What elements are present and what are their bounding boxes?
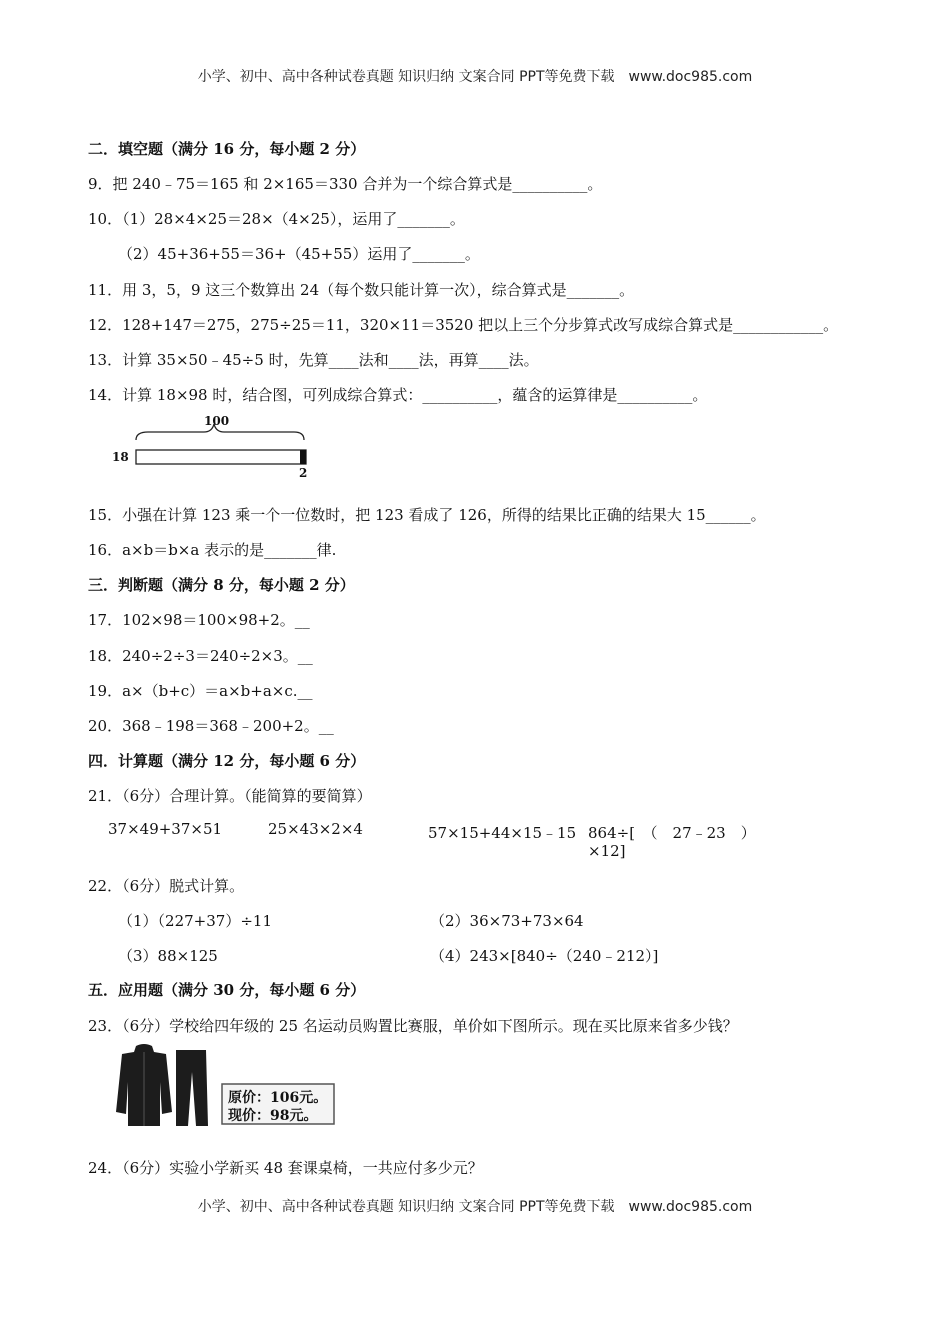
question-20: 20．368﹣198＝368﹣200+2。__: [88, 717, 334, 735]
question-21-item-a: 37×49+37×51: [108, 820, 223, 838]
question-15: 15．小强在计算 123 乘一个一位数时，把 123 看成了 126，所得的结果比正确的结果大 15______。: [88, 506, 766, 524]
question-21-item-d-line2: ×12]: [588, 842, 626, 860]
q23-current-price: 现价：98元。: [228, 1108, 318, 1124]
page-header: 小学、初中、高中各种试卷真题 知识归纳 文案合同 PPT等免费下载 www.doc985.com: [197, 69, 753, 85]
question-13: 13．计算 35×50﹣45÷5 时，先算____法和____法，再算____法。: [88, 351, 539, 369]
question-21: 21．（6分）合理计算。（能简算的要简算）: [88, 787, 372, 805]
q14-label-18: 18: [112, 450, 129, 464]
question-23: 23．（6分）学校给四年级的 25 名运动员购置比赛服，单价如下图所示。现在买比原来省多少钱？: [88, 1017, 738, 1035]
question-14: 14．计算 18×98 时，结合图，可列成综合算式：__________，蕴含的运算律是__________。: [88, 386, 708, 404]
section-fill-blank-title: 二．填空题（满分 16 分，每小题 2 分）: [88, 140, 366, 158]
question-9: 9．把 240﹣75＝165 和 2×165＝330 合并为一个综合算式是__________。: [88, 175, 603, 193]
q14-label-2: 2: [299, 466, 308, 480]
question-17: 17．102×98＝100×98+2。__: [88, 611, 310, 629]
question-24: 24．（6分）实验小学新买 48 套课桌椅，一共应付多少元？: [88, 1159, 483, 1177]
q14-label-100: 100: [204, 414, 230, 428]
question-22-item-2: （2）36×73+73×64: [430, 912, 584, 930]
question-21-item-b: 25×43×2×4: [268, 820, 363, 838]
question-18: 18．240÷2÷3＝240÷2×3。__: [88, 647, 313, 665]
q23-original-price: 原价：106元。: [228, 1090, 328, 1106]
question-10-part2: （2）45+36+55＝36+（45+55）运用了_______。: [118, 245, 480, 263]
question-10-part1: 10．（1）28×4×25＝28×（4×25），运用了_______。: [88, 210, 465, 228]
question-16: 16．a×b＝b×a 表示的是_______律.: [88, 541, 337, 559]
section-application-title: 五．应用题（满分 30 分，每小题 6 分）: [88, 981, 366, 999]
question-12: 12．128+147＝275，275÷25＝11，320×11＝3520 把以上三个分步算式改写成综合算式是____________。: [88, 316, 839, 334]
question-19: 19．a×（b+c）＝a×b+a×c.__: [88, 682, 313, 700]
section-judge-title: 三．判断题（满分 8 分，每小题 2 分）: [88, 576, 355, 594]
question-22-item-4: （4）243×[840÷（240﹣212）]: [430, 947, 659, 965]
question-22-item-1: （1）（227+37）÷11: [118, 912, 272, 930]
question-22: 22．（6分）脱式计算。: [88, 877, 245, 895]
q23-sportswear-figure: [110, 1042, 340, 1130]
q14-bar-diagram: [108, 412, 318, 482]
question-11: 11．用 3，5，9 这三个数算出 24（每个数只能计算一次），综合算式是_______。: [88, 281, 635, 299]
section-calc-title: 四．计算题（满分 12 分，每小题 6 分）: [88, 752, 366, 770]
question-22-item-3: （3）88×125: [118, 947, 218, 965]
question-21-item-d-line1: 864÷[ （ 27﹣23 ）: [588, 824, 756, 842]
page-footer: 小学、初中、高中各种试卷真题 知识归纳 文案合同 PPT等免费下载 www.doc985.com: [197, 1199, 753, 1215]
question-21-item-c: 57×15+44×15﹣15: [428, 824, 577, 842]
